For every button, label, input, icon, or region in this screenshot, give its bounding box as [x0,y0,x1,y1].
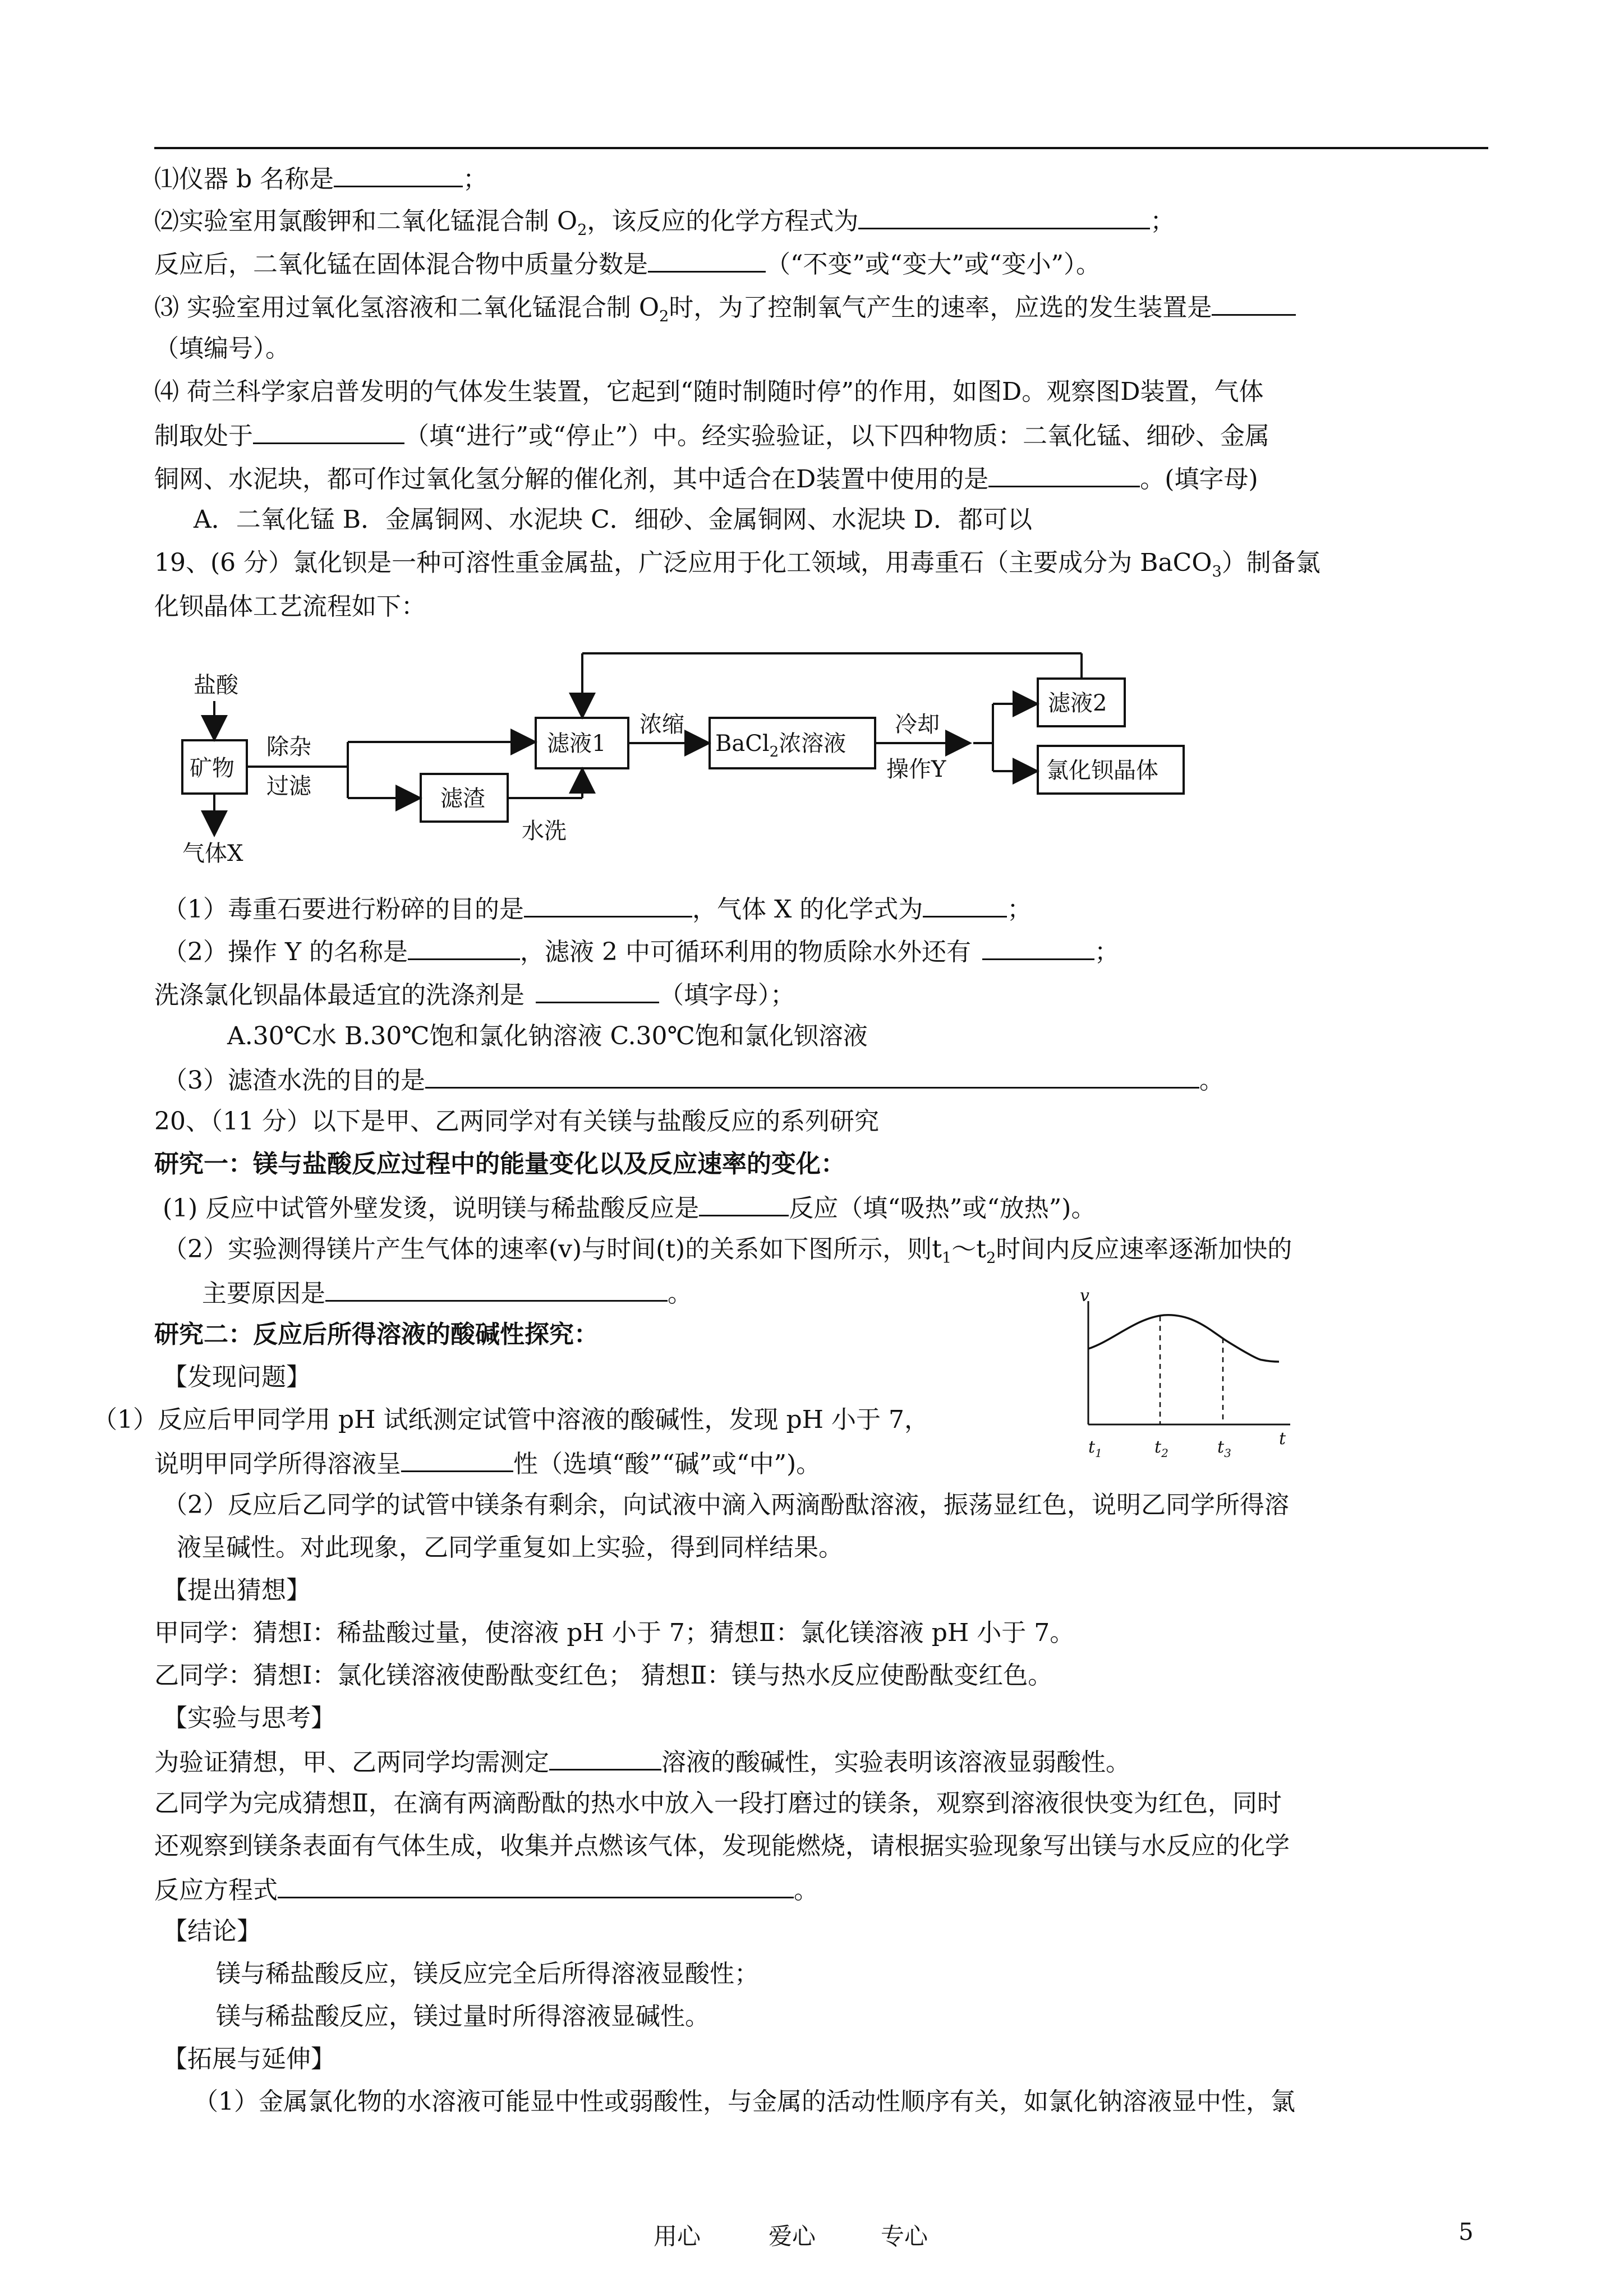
q18-line7: 制取处于 （填“进行”或“停止”）中。经实验验证，以下四种物质：二氧化锰、细砂、金属 [154,422,1269,450]
q20-b1: （1）反应后甲同学用 pH 试纸测定试管中溶液的酸碱性，发现 pH 小于 7， [93,1405,929,1434]
q18-line4: ⑶ 实验室用过氧化氢溶液和二氧化锰混合制 $O_2$时，为了控制氧气产生的速率，应选的发生装置是 [154,294,1296,324]
label-concentrate: 浓缩 [640,712,684,737]
q20-b3: （2）反应后乙同学的试管中镁条有剩余，向试液中滴入两滴酚酞溶液，振荡显红色，说明乙同学所得溶 [163,1491,1289,1519]
q20-a1: (1) 反应中试管外壁发烫，说明镁与稀盐酸反应是 反应（填“吸热”或“放热”)。 [163,1194,1096,1223]
x-axis-label: t [1279,1429,1286,1449]
label-bacl2: BaCl$_2$浓溶液 [715,731,846,760]
q20-b2: 说明甲同学所得溶液呈 性（选填“酸”“碱”或“中”)。 [154,1450,821,1478]
q20-h-hypothesis: 【提出猜想】 [163,1576,311,1605]
label-filtrate2: 滤液2 [1048,690,1107,716]
q20-e1: 镁与稀盐酸反应，镁反应完全后所得溶液显酸性； [216,1960,759,1988]
q20-study2-heading: 研究二：反应后所得溶液的酸碱性探究： [154,1320,599,1349]
rate-time-graph [1080,1284,1321,1469]
q20-title: 20、（11 分）以下是甲、乙两同学对有关镁与盐酸反应的系列研究 [154,1107,879,1136]
label-cool: 冷却 [895,712,940,737]
label-filtrate1: 滤液1 [547,731,606,757]
q20-h-experiment: 【实验与思考】 [163,1704,335,1732]
label-wash: 水洗 [522,818,567,844]
q20-d3: 还观察到镁条表面有气体生成，收集并点燃该气体，发现能燃烧，请根据实验现象写出镁与水反应的化学 [154,1832,1290,1860]
label-acid: 盐酸 [194,672,238,698]
q20-d2: 乙同学为完成猜想Ⅱ，在滴有两滴酚酞的热水中放入一段打磨过的镁条，观察到溶液很快变为红色，同时 [154,1789,1282,1818]
q20-h-discover: 【发现问题】 [163,1363,311,1391]
q20-c2: 乙同学：猜想Ⅰ：氯化镁溶液使酚酞变红色； 猜想Ⅱ：镁与热水反应使酚酞变红色。 [154,1661,1053,1690]
q18-line1: ⑴仪器 b 名称是 ； [154,165,488,193]
label-op-y: 操作Y [886,757,946,782]
q20-c1: 甲同学：猜想Ⅰ：稀盐酸过量，使溶液 pH 小于 7；猜想Ⅱ：氯化镁溶液 pH 小于 7。 [154,1619,1075,1647]
q20-study1-heading: 研究一：镁与盐酸反应过程中的能量变化以及反应速率的变化： [154,1150,845,1178]
q18-line6: ⑷ 荷兰科学家启普发明的气体发生装置，它起到“随时制随时停”的作用，如图D。观察图D装置，气体 [154,377,1264,406]
q18-line5: （填编号）。 [154,334,290,363]
label-step1a: 除杂 [266,734,311,760]
label-ore: 矿物 [190,755,234,781]
q18-line8: 铜网、水泥块，都可作过氧化氢分解的催化剂，其中适合在D装置中使用的是 。(填字母) [154,465,1258,494]
q19-part2: （2）操作 Y 的名称是 ，滤液 2 中可循环利用的物质除水外还有 ； [163,938,1119,966]
footer-motto-2: 爱心 [769,2223,816,2250]
tick-t3: $t_3$ [1217,1437,1231,1460]
process-flow-diagram [180,648,1223,878]
q20-a2: （2）实验测得镁片产生气体的速率(v)与时间(t)的关系如下图所示，则$t_1\sim t_2$时间内反应速率逐渐加快的 [163,1235,1292,1267]
tick-t2: $t_2$ [1154,1437,1168,1460]
q20-e2: 镁与稀盐酸反应，镁过量时所得溶液显碱性。 [216,2002,710,2031]
y-axis-label: v [1080,1286,1089,1306]
label-residue: 滤渣 [440,786,485,812]
tick-t1: $t_1$ [1088,1437,1102,1460]
footer-motto-1: 用心 [654,2223,701,2250]
label-crystal: 氯化钡晶体 [1046,758,1158,783]
q20-b4: 液呈碱性。对此现象，乙同学重复如上实验，得到同样结果。 [177,1533,843,1562]
label-step1b: 过滤 [266,773,311,799]
footer-motto-3: 专心 [881,2223,928,2250]
q20-a3: 主要原因是 。 [202,1279,692,1308]
header-rule [154,147,1488,149]
q18-options: A．二氧化锰 B．金属铜网、水泥块 C．细砂、金属铜网、水泥块 D．都可以 [194,505,1033,534]
rate-curve [1088,1315,1279,1362]
q20-h-conclusion: 【结论】 [163,1917,261,1945]
q19-part3: （3）滤渣水洗的目的是 。 [163,1066,1224,1095]
q19-line2: 化钡晶体工艺流程如下： [154,592,426,621]
q20-d1: 为验证猜想，甲、乙两同学均需测定 溶液的酸碱性，实验表明该溶液显弱酸性。 [154,1748,1130,1777]
q20-f1: （1）金属氯化物的水溶液可能显中性或弱酸性，与金属的活动性顺序有关，如氯化钠溶液显中性，氯 [194,2087,1295,2116]
q20-d4: 反应方程式 。 [154,1876,818,1905]
label-gas-x: 气体X [182,841,243,866]
q20-h-extension: 【拓展与延伸】 [163,2045,335,2073]
q19-line1: 19、(6 分）氯化钡是一种可溶性重金属盐，广泛应用于化工领域，用毒重石（主要成分为 BaCO$_3$）制备氯 [154,548,1321,580]
q18-line3: 反应后，二氧化锰在固体混合物中质量分数是 （“不变”或“变大”或“变小”）。 [154,250,1101,279]
page-number: 5 [1459,2218,1474,2246]
q18-line2: ⑵实验室用氯酸钾和二氧化锰混合制 $O_2$，该反应的化学方程式为 ； [154,207,1175,239]
q19-options: A.30℃水 B.30℃饱和氯化钠溶液 C.30℃饱和氯化钡溶液 [227,1022,868,1050]
q19-part1: （1）毒重石要进行粉碎的目的是 ，气体 X 的化学式为 ； [163,895,1032,924]
q19-part2b: 洗涤氯化钡晶体最适宜的洗涤剂是 （填字母）； [154,981,795,1009]
